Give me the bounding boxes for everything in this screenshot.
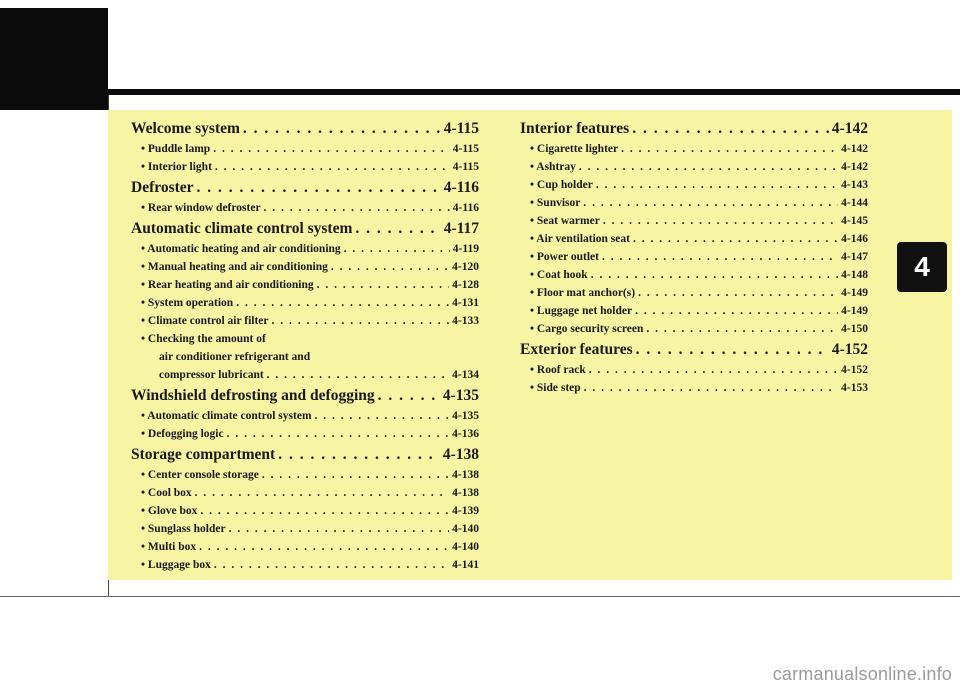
toc-item-title: • Rear heating and air conditioning (141, 279, 314, 291)
toc-item[interactable] (131, 502, 479, 520)
toc-item-page: 4-142 (841, 143, 868, 155)
dot-leader (591, 266, 838, 284)
toc-item-title: • Air ventilation seat (530, 233, 630, 245)
toc-item[interactable] (520, 194, 868, 212)
dot-leader (632, 118, 829, 140)
dot-leader (236, 294, 449, 312)
toc-heading-title: Defroster (131, 179, 194, 196)
dot-leader (621, 140, 838, 158)
toc-item-page: 4-134 (452, 369, 479, 381)
bottom-rule (0, 596, 960, 597)
toc-item[interactable] (131, 312, 479, 330)
toc-item-page: 4-144 (841, 197, 868, 209)
toc-item[interactable] (131, 466, 479, 484)
toc-item-last-line (141, 366, 479, 384)
toc-heading-title: Storage compartment (131, 446, 276, 463)
toc-item-title: • Center console storage (141, 469, 259, 481)
toc-heading-page: 4-152 (831, 341, 868, 358)
toc-heading-title: Exterior features (520, 341, 633, 358)
toc-item-title: • Side step (530, 382, 581, 394)
toc-heading-page: 4-116 (443, 179, 479, 196)
toc-heading[interactable] (520, 339, 868, 361)
toc-section (131, 444, 479, 574)
toc-item-title: • Automatic climate control system (141, 410, 312, 422)
toc-item-page: 4-148 (841, 269, 868, 281)
toc-item-title-line: air conditioner refrigerant and (159, 351, 311, 363)
toc-item-title: • Roof rack (530, 364, 586, 376)
toc-section (131, 177, 479, 217)
toc-item-page: 4-139 (452, 505, 479, 517)
toc-item-page: 4-149 (841, 287, 868, 299)
toc-item-title: • System operation (141, 297, 234, 309)
dot-leader (213, 140, 450, 158)
toc-item-title: • Manual heating and air conditioning (141, 261, 328, 273)
toc-heading[interactable] (520, 118, 868, 140)
toc-item-title: • Ashtray (530, 161, 576, 173)
toc-item-title: • Cool box (141, 487, 192, 499)
dot-leader (646, 320, 838, 338)
toc-item-title: • Rear window defroster (141, 202, 261, 214)
toc-item-page: 4-115 (452, 143, 479, 155)
toc-item[interactable] (131, 425, 479, 443)
toc-item[interactable] (131, 258, 479, 276)
toc-heading[interactable] (131, 444, 479, 466)
toc-item[interactable] (520, 320, 868, 338)
toc-item-title: • Seat warmer (530, 215, 600, 227)
chapter-tab[interactable]: 4 (897, 242, 947, 292)
toc-heading-title: Windshield defrosting and defogging (131, 387, 375, 404)
toc-item-title: • Automatic heating and air conditioning (141, 243, 341, 255)
toc-item-page: 4-153 (841, 382, 868, 394)
toc-item-title: • Multi box (141, 541, 197, 553)
toc-item-title: • Floor mat anchor(s) (530, 287, 636, 299)
toc-item-page: 4-145 (841, 215, 868, 227)
toc-item-page: 4-146 (841, 233, 868, 245)
toc-item-title: • Climate control air filter (141, 315, 269, 327)
dot-leader (243, 118, 441, 140)
dot-leader (584, 379, 838, 397)
toc-item-title: • Power outlet (530, 251, 599, 263)
dot-leader (331, 258, 449, 276)
toc-item-page: 4-116 (452, 202, 479, 214)
toc-item-page: 4-138 (452, 487, 479, 499)
toc-heading-page: 4-142 (831, 120, 868, 137)
toc-item-page: 4-149 (841, 305, 868, 317)
dot-leader (589, 361, 838, 379)
dot-leader (278, 444, 440, 466)
toc-item[interactable] (520, 266, 868, 284)
toc-item-title-line: • Checking the amount of (141, 333, 266, 345)
toc-section (131, 385, 479, 443)
toc-item-title: • Luggage box (141, 559, 211, 571)
toc-item[interactable] (131, 407, 479, 425)
toc-item-title: • Coat hook (530, 269, 588, 281)
toc-item[interactable] (131, 158, 479, 176)
toc-item[interactable] (520, 302, 868, 320)
toc-heading[interactable] (131, 177, 479, 199)
toc-item-page: 4-152 (841, 364, 868, 376)
toc-item[interactable] (520, 140, 868, 158)
toc-section (131, 118, 479, 176)
dot-leader (262, 466, 449, 484)
toc-item-page: 4-140 (452, 541, 479, 553)
dot-leader (272, 312, 450, 330)
dot-leader (317, 276, 450, 294)
toc-heading-page: 4-117 (443, 220, 479, 237)
corner-block (0, 8, 108, 110)
toc-heading-title: Welcome system (131, 120, 240, 137)
toc-item-multiline[interactable] (131, 330, 479, 384)
toc-item-title: • Luggage net holder (530, 305, 633, 317)
toc-item-title: • Cup holder (530, 179, 593, 191)
toc-heading-page: 4-115 (443, 120, 479, 137)
dot-leader (378, 385, 440, 407)
toc-item-page: 4-142 (841, 161, 868, 173)
toc-item[interactable] (131, 140, 479, 158)
toc-right-column (520, 118, 868, 398)
toc-heading-title: Automatic climate control system (131, 220, 353, 237)
toc-item[interactable] (131, 484, 479, 502)
dot-leader (579, 158, 838, 176)
toc-item[interactable] (520, 379, 868, 397)
toc-item-page: 4-141 (452, 559, 479, 571)
dot-leader (267, 366, 449, 384)
toc-item[interactable] (131, 199, 479, 217)
toc-item-title: • Cargo security screen (530, 323, 644, 335)
dot-leader (635, 302, 838, 320)
toc-heading-page: 4-138 (442, 446, 479, 463)
watermark-text: carmanualsonline.info (772, 664, 952, 684)
dot-leader (355, 218, 440, 240)
toc-item-title: • Puddle lamp (141, 143, 211, 155)
toc-item[interactable] (520, 230, 868, 248)
toc-item-title: • Cigarette lighter (530, 143, 619, 155)
toc-item-page: 4-136 (452, 428, 479, 440)
toc-heading[interactable] (131, 218, 479, 240)
toc-section (131, 218, 479, 384)
dot-leader (602, 248, 838, 266)
dot-leader (638, 284, 838, 302)
dot-leader (215, 158, 450, 176)
toc-item-title: • Sunglass holder (141, 523, 226, 535)
toc-item-title: • Glove box (141, 505, 198, 517)
dot-leader (603, 212, 838, 230)
toc-item-page: 4-128 (452, 279, 479, 291)
dot-leader (229, 520, 450, 538)
toc-item[interactable] (520, 361, 868, 379)
toc-item[interactable] (131, 520, 479, 538)
toc-item-page: 4-115 (452, 161, 479, 173)
toc-left-column (131, 118, 479, 575)
dot-leader (227, 425, 450, 443)
toc-item[interactable] (131, 538, 479, 556)
toc-item[interactable] (131, 294, 479, 312)
toc-heading-page: 4-135 (442, 387, 479, 404)
toc-item-page: 4-133 (452, 315, 479, 327)
toc-item-page: 4-131 (452, 297, 479, 309)
dot-leader (596, 176, 838, 194)
toc-item-page: 4-140 (452, 523, 479, 535)
dot-leader (214, 556, 449, 574)
toc-item-page: 4-120 (452, 261, 479, 273)
toc-item-page: 4-143 (841, 179, 868, 191)
toc-item[interactable] (520, 158, 868, 176)
toc-heading[interactable] (131, 385, 479, 407)
toc-item[interactable] (131, 276, 479, 294)
toc-section (520, 339, 868, 397)
dot-leader (344, 240, 450, 258)
toc-item-page: 4-150 (841, 323, 868, 335)
toc-item[interactable] (131, 240, 479, 258)
dot-leader (633, 230, 838, 248)
dot-leader (636, 339, 829, 361)
toc-item-title: • Defogging logic (141, 428, 224, 440)
toc-item-page: 4-119 (452, 243, 479, 255)
dot-leader (197, 177, 441, 199)
toc-item[interactable] (520, 284, 868, 302)
toc-item-title: • Interior light (141, 161, 212, 173)
toc-item-page: 4-138 (452, 469, 479, 481)
dot-leader (264, 199, 450, 217)
dot-leader (195, 484, 449, 502)
toc-item-title: • Sunvisor (530, 197, 581, 209)
toc-item-title: compressor lubricant (159, 369, 264, 381)
toc-section (520, 118, 868, 338)
toc-item[interactable] (520, 212, 868, 230)
dot-leader (315, 407, 450, 425)
toc-item[interactable] (131, 556, 479, 574)
toc-item-page: 4-147 (841, 251, 868, 263)
toc-heading[interactable] (131, 118, 479, 140)
dot-leader (200, 502, 449, 520)
toc-item[interactable] (520, 176, 868, 194)
toc-item[interactable] (520, 248, 868, 266)
toc-item-page: 4-135 (452, 410, 479, 422)
dot-leader (583, 194, 838, 212)
toc-heading-title: Interior features (520, 120, 630, 137)
dot-leader (199, 538, 449, 556)
top-rule (108, 89, 960, 95)
